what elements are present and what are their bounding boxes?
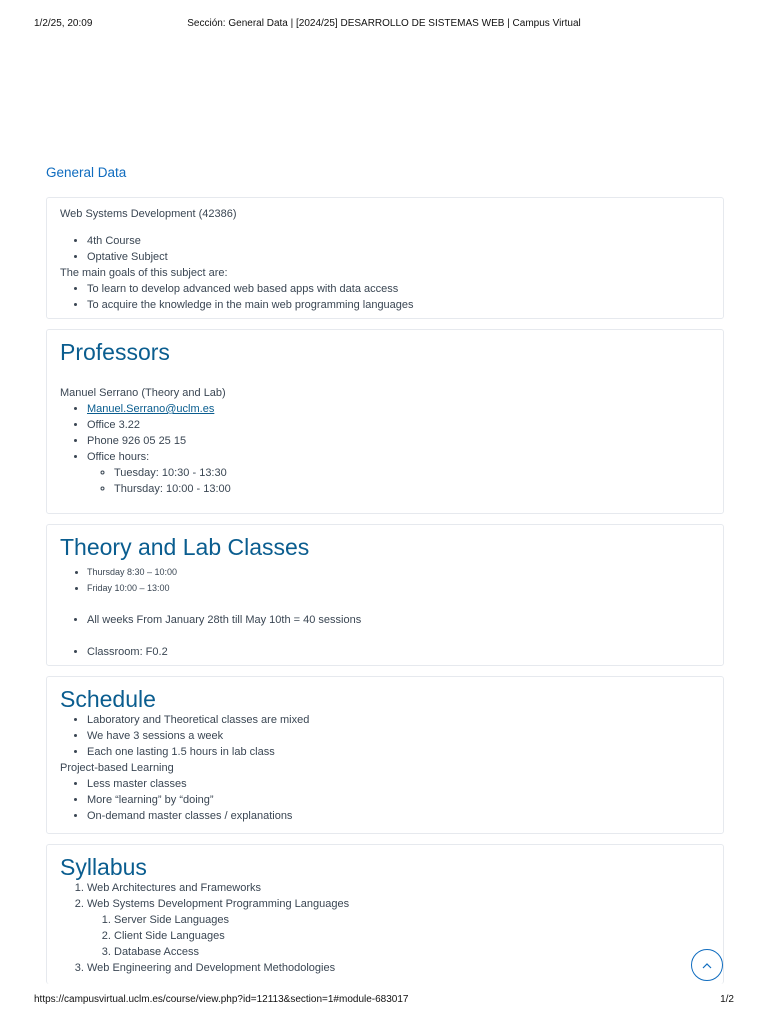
classes-heading: Theory and Lab Classes [60, 534, 310, 560]
section-link-general-data[interactable]: General Data [46, 165, 127, 180]
subject-title: Web Systems Development (42386) [60, 208, 237, 220]
print-header [34, 18, 734, 32]
professor-name: Manuel Serrano (Theory and Lab) [60, 387, 226, 399]
list-item: • Thursday 8:30 – 10:00 [87, 564, 710, 580]
subject-facts [60, 233, 710, 265]
list-item: • Office 3.22 [87, 417, 710, 433]
list-item: • On-demand master classes / explanations [87, 808, 710, 824]
scroll-to-top-button[interactable] [691, 949, 723, 981]
list-item: • Phone 926 05 25 15 [87, 433, 710, 449]
list-item: 3. Database Access [114, 944, 710, 960]
professors-heading: Professors [60, 339, 170, 365]
professor-details [60, 401, 710, 497]
list-item: 1. Web Architectures and Frameworks [87, 880, 710, 896]
professors-card [46, 329, 724, 514]
print-url: https://campusvirtual.uclm.es/course/view.php?id=12113&section=1#module-683017 [34, 994, 409, 1005]
list-item: • Each one lasting 1.5 hours in lab class [87, 744, 710, 760]
list-item: 2. Client Side Languages [114, 928, 710, 944]
print-page-number: 1/2 [720, 994, 734, 1005]
list-item: • We have 3 sessions a week [87, 728, 710, 744]
pbl-list [60, 776, 710, 824]
list-item: • More “learning” by “doing” [87, 792, 710, 808]
list-item [87, 896, 710, 960]
list-item: 1. Server Side Languages [114, 912, 710, 928]
goals-list [60, 281, 710, 313]
class-weeks [60, 612, 710, 628]
syllabus-heading: Syllabus [60, 854, 147, 880]
office-hours-list [87, 465, 710, 497]
list-item [87, 449, 710, 497]
list-item: • To acquire the knowledge in the main web programming languages [87, 297, 710, 313]
list-item [87, 401, 710, 417]
list-item: • Less master classes [87, 776, 710, 792]
list-item: • Friday 10:00 – 13:00 [87, 580, 710, 596]
chevron-up-icon [702, 958, 712, 972]
office-hours-label: Office hours: [87, 451, 150, 463]
print-footer [34, 994, 734, 1008]
pbl-label: Project-based Learning [60, 762, 174, 774]
syllabus-sub-list [87, 912, 710, 960]
list-item: • All weeks From January 28th till May 10th = 40 sessions [87, 612, 710, 628]
class-room [60, 644, 710, 660]
schedule-heading: Schedule [60, 686, 156, 712]
syllabus-item-label: Web Systems Development Programming Languages [87, 898, 350, 910]
list-item: 3. Web Engineering and Development Methodologies [87, 960, 710, 976]
syllabus-list [60, 880, 710, 976]
print-title: Sección: General Data | [2024/25] DESARROLLO DE SISTEMAS WEB | Campus Virtual [187, 18, 581, 29]
classes-card [46, 524, 724, 666]
schedule-card [46, 676, 724, 834]
list-item: • To learn to develop advanced web based apps with data access [87, 281, 710, 297]
goals-label: The main goals of this subject are: [60, 267, 228, 279]
intro-card [46, 197, 724, 319]
list-item: ◦ Tuesday: 10:30 - 13:30 [114, 465, 710, 481]
schedule-list [60, 712, 710, 760]
syllabus-card [46, 844, 724, 984]
list-item: ◦ Thursday: 10:00 - 13:00 [114, 481, 710, 497]
print-datetime: 1/2/25, 20:09 [34, 18, 93, 29]
list-item: • Optative Subject [87, 249, 710, 265]
professor-email-link[interactable]: Manuel.Serrano@uclm.es [87, 403, 215, 415]
list-item: • Laboratory and Theoretical classes are mixed [87, 712, 710, 728]
list-item: • 4th Course [87, 233, 710, 249]
class-times [60, 564, 710, 596]
list-item: • Classroom: F0.2 [87, 644, 710, 660]
